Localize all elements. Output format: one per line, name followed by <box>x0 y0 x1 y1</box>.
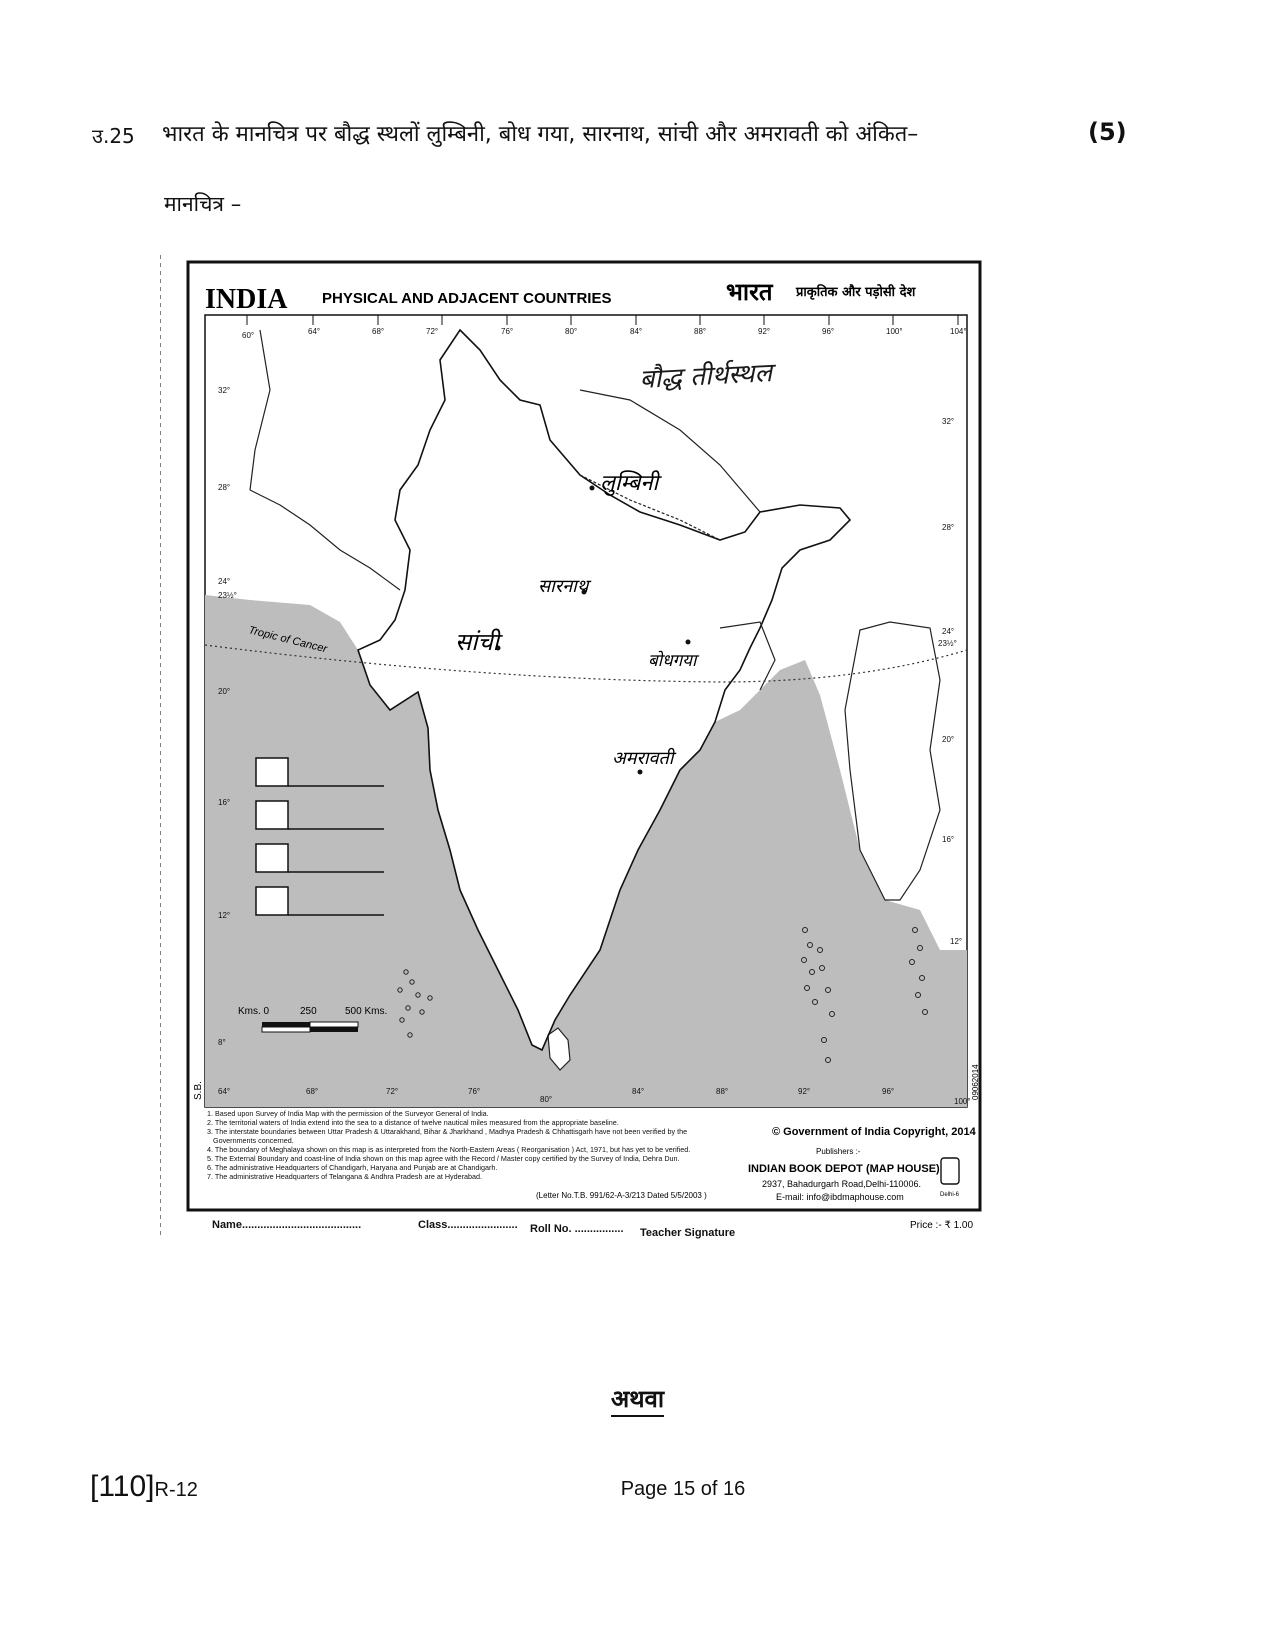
lon-top-11: 104° <box>950 327 967 336</box>
form-class: Class....................... <box>418 1219 518 1231</box>
map-sb: S.B. <box>193 1081 204 1100</box>
lon-top-7: 88° <box>694 327 707 336</box>
map-label: मानचित्र – <box>164 192 242 216</box>
footer-code-big: [110] <box>90 1470 155 1503</box>
lon-bottom-3: 76° <box>468 1087 481 1096</box>
lon-top-2: 68° <box>372 327 385 336</box>
publisher-name: INDIAN BOOK DEPOT (MAP HOUSE) <box>748 1163 940 1175</box>
note-6: 6. The administrative Headquarters of Chandigarh, Haryana and Punjab are at Chandigarh. <box>207 1163 498 1172</box>
handwritten-heading: बौद्ध तीर्थस्थल <box>638 358 773 395</box>
copyright: © Government of India Copyright, 2014 <box>772 1126 976 1138</box>
lat-right-1: 28° <box>942 523 955 532</box>
tropic-label: Tropic of Cancer <box>247 624 329 656</box>
lon-bottom-1: 68° <box>306 1087 319 1096</box>
letter-number: (Letter No.T.B. 991/62-A-3/213 Dated 5/5/2003 ) <box>536 1191 707 1200</box>
lon-top-5: 80° <box>565 327 578 336</box>
dot-bodhgaya <box>686 640 691 645</box>
place-bodhgaya: बोधगया <box>648 651 697 671</box>
place-sarnath: सारनाथ <box>538 576 589 597</box>
legend-box-3 <box>256 844 288 872</box>
lon-top-1: 64° <box>308 327 321 336</box>
note-1: 1. Based upon Survey of India Map with the permission of the Surveyor General of India. <box>207 1109 489 1118</box>
lon-top-0: 60° <box>242 331 255 340</box>
athva-text: अथवा <box>611 1385 664 1417</box>
publisher-address: 2937, Bahadurgarh Road,Delhi-110006. <box>762 1179 921 1189</box>
lon-bottom-6: 88° <box>716 1087 729 1096</box>
lat-left-6: 12° <box>218 911 231 920</box>
india-outline-map <box>160 250 1000 1240</box>
map-title-en: INDIA <box>205 284 288 315</box>
lat-right-2: 24° <box>942 627 955 636</box>
note-3b: Governments concerned. <box>213 1136 294 1145</box>
lon-bottom-8: 96° <box>882 1087 895 1096</box>
place-amaravati: अमरावती <box>612 748 674 769</box>
question-text: भारत के मानचित्र पर बौद्ध स्थलों लुम्बिनी, बोध गया, सारनाथ, सांची और अमरावती को अंकित– <box>162 122 919 147</box>
place-sanchi: सांची <box>455 628 499 656</box>
student-form <box>212 1219 735 1239</box>
lat-left-1: 28° <box>218 483 231 492</box>
map-subtitle-en: PHYSICAL AND ADJACENT COUNTRIES <box>322 290 612 307</box>
lon-bottom-5: 84° <box>632 1087 645 1096</box>
scale-mid: 250 <box>300 1006 317 1017</box>
lon-bottom-9: 100° <box>954 1097 971 1106</box>
publishers-label: Publishers :- <box>816 1147 861 1156</box>
question-row <box>92 118 1182 158</box>
lat-left-0: 32° <box>218 386 231 395</box>
lat-left-2: 24° <box>218 577 231 586</box>
lon-bottom-4: 80° <box>540 1095 553 1104</box>
note-3: 3. The interstate boundaries between Uttar Pradesh & Uttarakhand, Bihar & Jharkhand , Madhya Pradesh & Chhattisgarh have not been verified by the <box>207 1127 688 1136</box>
logo-city: Delhi-6 <box>940 1192 960 1198</box>
lon-top-10: 100° <box>886 327 903 336</box>
page-number: Page 15 of 16 <box>620 1478 746 1500</box>
question-marks: (5) <box>1088 118 1127 146</box>
map-subtitle-hi: प्राकृतिक और पड़ोसी देश <box>796 285 916 300</box>
map-title-hi: भारत <box>726 278 773 306</box>
place-lumbini: लुम्बिनी <box>600 471 659 496</box>
note-5: 5. The External Boundary and coast-line of India shown on this map agree with the Record / Master copy certified by the Survey of India, Dehra Dun. <box>207 1154 680 1163</box>
footer-code-small: R-12 <box>154 1479 198 1501</box>
lon-top-9: 96° <box>822 327 835 336</box>
form-price: Price :- ₹ 1.00 <box>910 1220 974 1231</box>
form-name: Name....................................... <box>212 1219 362 1231</box>
question-number: उ.25 <box>92 124 135 148</box>
lat-right-0: 32° <box>942 417 955 426</box>
scale-zero: Kms. 0 <box>238 1006 270 1017</box>
map-code: 09062014 <box>971 1064 980 1100</box>
lon-bottom-7: 92° <box>798 1087 811 1096</box>
dot-amaravati <box>638 770 643 775</box>
athva-heading <box>0 1382 1275 1415</box>
form-teacher: Teacher Signature <box>640 1227 736 1239</box>
dot-lumbini <box>590 486 595 491</box>
lat-right-6: 12° <box>950 937 963 946</box>
lat-right-3: 23½° <box>938 639 957 648</box>
lat-left-4: 20° <box>218 687 231 696</box>
lon-bottom-2: 72° <box>386 1087 399 1096</box>
lat-right-4: 20° <box>942 735 955 744</box>
lon-top-4: 76° <box>501 327 514 336</box>
legend-box-1 <box>256 758 288 786</box>
lat-left-3: 23½° <box>218 591 237 600</box>
lat-left-5: 16° <box>218 798 231 807</box>
lon-top-3: 72° <box>426 327 439 336</box>
lon-top-8: 92° <box>758 327 771 336</box>
lat-left-7: 8° <box>218 1038 226 1047</box>
note-4: 4. The boundary of Meghalaya shown on this map is as interpreted from the North-Eastern Areas ( Reorganisation ) Act, 1971, but has yet to be verified. <box>207 1145 691 1154</box>
legend-box-4 <box>256 887 288 915</box>
lon-bottom-0: 64° <box>218 1087 231 1096</box>
lon-top-6: 84° <box>630 327 643 336</box>
note-7: 7. The administrative Headquarters of Telangana & Andhra Pradesh are at Hyderabad. <box>207 1172 483 1181</box>
publisher-email: E-mail: info@ibdmaphouse.com <box>776 1192 904 1202</box>
note-2: 2. The territorial waters of India extend into the sea to a distance of twelve nautical miles measured from the appropriate baseline. <box>207 1118 619 1127</box>
form-roll: Roll No. ................ <box>530 1223 624 1235</box>
legend-box-2 <box>256 801 288 829</box>
scale-end: 500 Kms. <box>345 1006 388 1017</box>
lat-right-5: 16° <box>942 835 955 844</box>
